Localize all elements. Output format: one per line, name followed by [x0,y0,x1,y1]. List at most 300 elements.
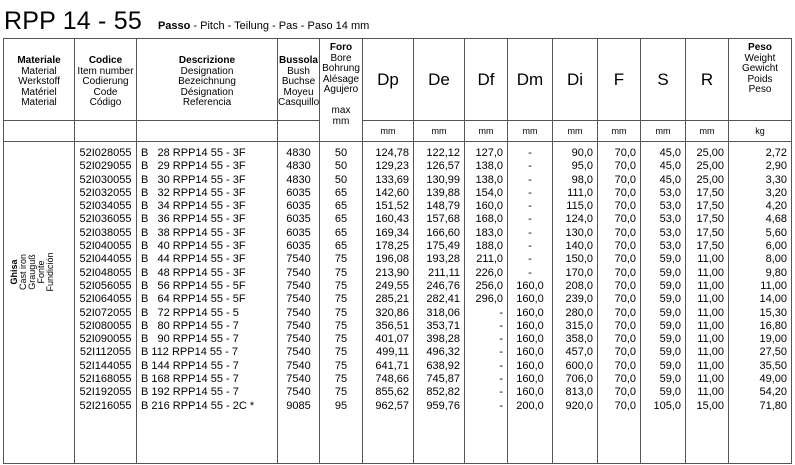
header-codice-line: Item number [77,65,134,77]
cell-s: 59,0 [659,306,681,319]
cell-s: 59,0 [659,253,681,266]
cell-f: 70,0 [614,346,636,359]
cell-code: 52I036055 [79,213,132,226]
cell-code: 52I040055 [79,240,132,253]
header-dm: Dm [508,39,553,121]
material-line: Cast iron [18,254,28,291]
cell-peso: 3,20 [765,186,787,199]
unit-dp: mm [363,121,414,142]
cell-dm: 160,0 [516,373,544,386]
unit-peso: kg [729,121,792,142]
cell-di: 813,0 [565,386,593,399]
cell-df: - [499,359,503,372]
cell-bore: 65 [334,226,348,239]
cell-r: 15,00 [696,399,724,412]
cell-desc: B 64 RPP14 55 - 5F [141,293,246,306]
cell-code: 52I192055 [79,386,132,399]
cell-r: 11,00 [697,253,724,266]
cell-dp: 401,07 [375,333,409,346]
cell-desc: B 192 RPP14 55 - 7 [141,386,239,399]
header-descrizione-line: Referencia [182,97,232,108]
col-f [598,142,641,464]
header-peso-line: Peso [748,42,772,53]
cell-bush: 7540 [286,373,311,386]
cell-di: 95,0 [571,160,593,173]
cell-peso: 6,00 [765,240,787,253]
header-dp: Dp [363,39,414,121]
col-de [414,142,465,464]
cell-dp: 285,21 [375,293,409,306]
cell-r: 11,00 [697,373,724,386]
cell-peso: 2,72 [765,147,787,159]
cell-peso: 54,20 [759,386,787,399]
cell-dp: 160,43 [375,213,409,226]
cell-s: 59,0 [659,386,681,399]
cell-df: 154,0 [475,186,503,199]
cell-dm: - [528,266,532,279]
cell-dp: 142,60 [375,186,409,199]
header-materiale-line: Werkstoff [18,76,60,87]
cell-peso: 2,90 [765,160,787,173]
cell-dm: 200,0 [516,399,544,412]
header-row [4,39,792,121]
cell-f: 70,0 [614,399,636,412]
cell-bore: 75 [334,359,348,372]
cell-r: 11,00 [697,359,724,372]
cell-di: 124,0 [565,213,593,226]
cell-f: 70,0 [614,186,636,199]
cell-de: 745,87 [426,373,460,386]
col-code [75,142,137,464]
cell-code: 52I112055 [79,346,132,359]
header-df: Df [465,39,508,121]
cell-di: 90,0 [571,147,593,159]
cell-di: 358,0 [565,333,593,346]
cell-code: 52I028055 [79,147,132,159]
cell-r: 11,00 [697,386,724,399]
cell-code: 52I168055 [79,373,132,386]
cell-desc: B 90 RPP14 55 - 7 [141,333,239,346]
cell-code: 52I090055 [79,333,132,346]
header-foro-line: Agujero [323,84,359,95]
cell-peso: 27,50 [759,346,787,359]
header-bussola [278,39,320,121]
cell-bush: 6035 [286,200,311,213]
cell-r: 25,00 [696,173,724,186]
cell-de: 638,92 [426,359,460,372]
cell-f: 70,0 [614,319,636,332]
cell-df: 138,0 [475,173,503,186]
cell-bush: 6035 [286,226,311,239]
cell-f: 70,0 [614,279,636,292]
header-materiale-line: Material [21,97,57,108]
cell-de: 398,28 [426,333,460,346]
cell-r: 11,00 [697,279,724,292]
cell-bore: 75 [334,346,348,359]
cell-peso: 4,20 [765,200,787,213]
cell-bush: 7540 [286,266,311,279]
header-bussola-line: Casquillo [278,97,320,108]
header-bussola-line: Moyeu [283,86,314,98]
header-materiale-line: Materiale [17,55,61,66]
cell-bush: 7540 [286,279,311,292]
col-s [641,142,686,464]
cell-dm: - [528,240,532,253]
cell-de: 211,11 [427,266,460,279]
cell-r: 11,00 [697,333,724,346]
material-line: Fonte [36,260,46,284]
cell-peso: 3,30 [765,173,787,186]
col-peso [729,142,792,464]
cell-dm: - [528,213,532,226]
cell-de: 166,60 [426,226,460,239]
col-bore [320,142,363,464]
col-dm [508,142,553,464]
cell-bore: 65 [334,213,348,226]
cell-desc: B 30 RPP14 55 - 3F [141,173,246,186]
cell-peso: 8,00 [765,253,787,266]
cell-s: 59,0 [659,373,681,386]
cell-dm: - [528,173,532,186]
cell-f: 70,0 [614,386,636,399]
header-foro [320,39,363,142]
cell-s: 53,0 [659,240,681,253]
cell-bush: 7540 [286,319,311,332]
cell-desc: B 216 RPP14 55 - 2C * [141,399,255,412]
cell-dp: 356,51 [375,319,409,332]
cell-dm: - [528,160,532,173]
cell-dm: 160,0 [516,293,544,306]
header-codice [75,39,137,121]
cell-dp: 320,86 [375,306,409,319]
cell-desc: B 44 RPP14 55 - 3F [141,253,246,266]
cell-r: 11,00 [697,306,724,319]
cell-di: 706,0 [565,373,593,386]
cell-df: 211,0 [476,253,503,266]
cell-bush: 7540 [286,359,311,372]
cell-f: 70,0 [614,226,636,239]
cell-s: 45,0 [659,147,681,159]
cell-code: 52I056055 [79,279,132,292]
cell-di: 920,0 [565,399,593,412]
cell-de: 246,76 [426,279,460,292]
cell-f: 70,0 [614,147,636,159]
cell-df: 256,0 [475,279,503,292]
col-di [553,142,598,464]
col-desc [137,142,278,464]
cell-desc: B 80 RPP14 55 - 7 [141,319,239,332]
cell-bore: 95 [334,399,348,412]
cell-desc: B 40 RPP14 55 - 3F [141,240,246,253]
cell-dp: 499,11 [376,346,409,359]
cell-dm: - [528,147,532,159]
cell-desc: B 29 RPP14 55 - 3F [141,160,246,173]
cell-peso: 16,80 [759,319,787,332]
cell-bush: 6035 [286,213,311,226]
header-descrizione-line: Bezeichnung [178,76,236,87]
cell-peso: 15,30 [759,306,787,319]
units-row [4,121,792,142]
cell-code: 52I048055 [79,266,132,279]
cell-bore: 65 [334,186,348,199]
cell-f: 70,0 [614,359,636,372]
cell-bore: 75 [334,266,348,279]
cell-di: 140,0 [565,240,593,253]
cell-s: 59,0 [659,333,681,346]
header-codice-line: Codice [88,55,123,66]
cell-bore: 75 [334,373,348,386]
cell-df: - [499,333,503,346]
material-label [10,222,55,322]
unit-dm: mm [508,121,553,142]
cell-di: 239,0 [565,293,593,306]
cell-f: 70,0 [614,240,636,253]
cell-desc: B 36 RPP14 55 - 3F [141,213,246,226]
unit-df: mm [465,121,508,142]
header-peso-line: Poids [747,73,773,85]
cell-bore: 75 [334,386,348,399]
cell-f: 70,0 [614,293,636,306]
cell-bore: 50 [334,173,348,186]
cell-s: 45,0 [659,160,681,173]
cell-code: 52I034055 [79,200,132,213]
spec-table [3,38,792,464]
cell-f: 70,0 [614,173,636,186]
cell-de: 157,68 [426,213,460,226]
cell-dm: - [528,253,532,266]
subtitle-bold: Passo [157,20,191,32]
cell-bush: 7540 [286,253,311,266]
col-dp [363,142,414,464]
cell-dp: 178,25 [375,240,409,253]
cell-code: 52I144055 [79,359,132,372]
data-body-row [4,142,792,464]
cell-dm: 160,0 [516,359,544,372]
unit-f: mm [598,121,641,142]
header-bussola-line: Bush [287,65,310,77]
cell-r: 11,00 [697,319,724,332]
cell-s: 53,0 [659,186,681,199]
cell-de: 959,76 [426,399,460,412]
header-descrizione-line: Descrizione [178,55,236,66]
cell-df: 138,0 [475,160,503,173]
cell-bush: 7540 [286,306,311,319]
material-cell [4,142,75,464]
cell-de: 318,06 [426,306,460,319]
cell-di: 98,0 [571,173,593,186]
header-materiale [4,39,75,121]
cell-code: 52I080055 [79,319,132,332]
cell-di: 150,0 [565,253,593,266]
cell-s: 59,0 [659,293,681,306]
cell-bush: 7540 [286,293,311,306]
col-r [686,142,729,464]
cell-df: 160,0 [475,200,503,213]
cell-peso: 35,50 [759,359,787,372]
header-descrizione-line: Designation [180,65,234,77]
cell-bore: 50 [334,147,348,159]
cell-dp: 855,62 [375,386,409,399]
cell-desc: B 144 RPP14 55 - 7 [141,359,239,372]
cell-df: 296,0 [475,293,503,306]
subtitle [158,20,369,32]
cell-s: 53,0 [659,200,681,213]
cell-f: 70,0 [614,333,636,346]
cell-r: 17,50 [696,213,724,226]
header-bussola-line: Buchse [281,76,316,87]
cell-f: 70,0 [614,200,636,213]
cell-peso: 19,00 [759,333,787,346]
header-materiale-line: Material [21,65,57,77]
units-blank [278,121,320,142]
material-line: Fundición [45,252,55,292]
cell-f: 70,0 [614,213,636,226]
header-descrizione-line: Désignation [180,86,234,98]
cell-df: - [499,319,503,332]
cell-dp: 748,66 [375,373,409,386]
header-foro-line: Bohrung [322,63,360,74]
header-peso-line: Peso [748,84,772,95]
cell-desc: B 56 RPP14 55 - 5F [141,279,246,292]
cell-bore: 75 [334,306,348,319]
cell-dm: 160,0 [516,386,544,399]
cell-bush: 6035 [286,240,311,253]
cell-desc: B 48 RPP14 55 - 3F [141,266,246,279]
cell-di: 600,0 [565,359,593,372]
cell-f: 70,0 [614,160,636,173]
cell-df: - [499,399,503,412]
cell-code: 52I064055 [79,293,132,306]
cell-peso: 9,80 [765,266,787,279]
header-de: De [414,39,465,121]
cell-dp: 124,78 [375,147,409,159]
cell-desc: B 28 RPP14 55 - 3F [141,147,246,159]
header-codice-line: Código [89,97,122,108]
cell-dp: 962,57 [375,399,409,412]
cell-bore: 50 [334,160,348,173]
cell-r: 17,50 [696,226,724,239]
cell-df: 183,0 [475,226,503,239]
cell-df: 127,0 [475,147,503,159]
header-di: Di [553,39,598,121]
cell-s: 59,0 [659,319,681,332]
cell-r: 17,50 [696,200,724,213]
cell-r: 11,00 [697,293,724,306]
material-line: Grauguß [27,254,37,290]
cell-dp: 129,23 [375,160,409,173]
cell-desc: B 112 RPP14 55 - 7 [141,346,239,359]
header-materiale-line: Matériel [21,86,57,98]
header-foro-line: Alésage [322,73,360,85]
cell-peso: 14,00 [759,293,787,306]
cell-de: 353,71 [426,319,460,332]
cell-df: - [499,346,503,359]
cell-dp: 196,08 [375,253,409,266]
cell-bore: 75 [334,293,348,306]
cell-bore: 75 [334,253,348,266]
cell-bush: 7540 [286,333,311,346]
cell-di: 457,0 [565,346,593,359]
header-peso-line: Gewicht [741,63,779,74]
header-foro-line: mm [332,115,350,127]
cell-peso: 5,60 [765,226,787,239]
cell-bush: 4830 [286,173,311,186]
cell-s: 59,0 [659,359,681,372]
cell-df: 168,0 [475,213,503,226]
cell-di: 280,0 [565,306,593,319]
cell-df: - [499,373,503,386]
cell-dm: 160,0 [516,279,544,292]
cell-s: 59,0 [659,279,681,292]
cell-bush: 4830 [286,160,311,173]
cell-bore: 75 [334,319,348,332]
cell-dp: 213,90 [375,266,409,279]
cell-di: 170,0 [565,266,593,279]
cell-bore: 75 [334,279,348,292]
cell-dm: 160,0 [516,306,544,319]
header-bussola-line: Bussola [279,55,318,66]
cell-de: 193,28 [426,253,460,266]
cell-code: 52I029055 [79,160,132,173]
cell-dm: 160,0 [516,333,544,346]
header-foro-line: Foro [329,42,353,53]
cell-df: 188,0 [475,240,503,253]
cell-f: 70,0 [614,253,636,266]
cell-code: 52I030055 [79,173,132,186]
cell-peso: 71,80 [759,399,787,412]
cell-dm: - [528,226,532,239]
cell-bore: 65 [334,200,348,213]
cell-s: 53,0 [659,226,681,239]
cell-dp: 133,69 [375,173,409,186]
material-line: Ghisa [9,259,19,285]
cell-de: 175,49 [426,240,460,253]
cell-bush: 9085 [286,399,311,412]
cell-df: 226,0 [475,266,503,279]
unit-r: mm [686,121,729,142]
header-r: R [686,39,729,121]
cell-df: - [499,306,503,319]
cell-di: 111,0 [567,186,593,199]
header-f: F [598,39,641,121]
cell-desc: B 38 RPP14 55 - 3F [141,226,246,239]
col-df [465,142,508,464]
cell-peso: 49,00 [759,373,787,386]
page-title: RPP 14 - 55 [4,7,142,35]
cell-code: 52I072055 [79,306,132,319]
cell-de: 126,57 [426,160,460,173]
unit-s: mm [641,121,686,142]
cell-di: 208,0 [565,279,593,292]
cell-df: - [499,386,503,399]
cell-code: 52I032055 [79,186,132,199]
cell-bore: 65 [334,240,348,253]
header-peso-line: Weight [744,52,776,64]
title-row [4,6,369,36]
cell-r: 11,00 [697,266,724,279]
cell-f: 70,0 [614,373,636,386]
cell-s: 59,0 [659,346,681,359]
unit-di: mm [553,121,598,142]
cell-s: 59,0 [659,266,681,279]
cell-de: 852,82 [426,386,460,399]
cell-de: 282,41 [426,293,460,306]
cell-bush: 6035 [286,186,311,199]
cell-dm: 160,0 [516,319,544,332]
unit-de: mm [414,121,465,142]
cell-r: 17,50 [696,186,724,199]
cell-r: 17,50 [696,240,724,253]
